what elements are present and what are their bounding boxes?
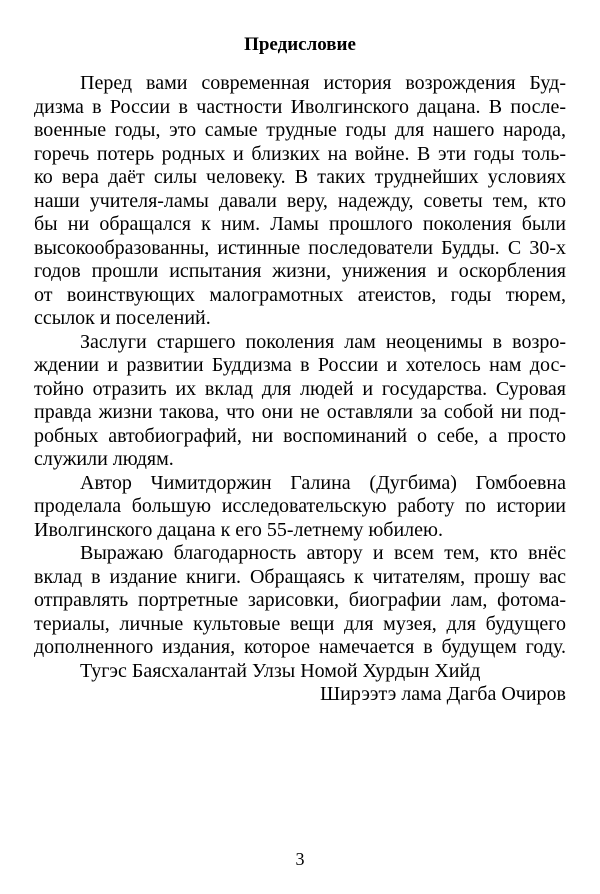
text-line: вклад в издание книги. Обращаясь к читателям, прошу вас xyxy=(34,566,566,588)
text-line: тойно отразить их вклад для людей и государства. Суровая xyxy=(34,378,566,400)
text-line: териалы, личные культовые вещи для музея, для будущего xyxy=(34,613,566,635)
text-line: ждении и развитии Буддизма в России и хотелось нам дос- xyxy=(34,354,566,376)
text-line: военные годы, это самые трудные годы для нашего народа, xyxy=(34,119,566,141)
page-title: Предисловие xyxy=(244,34,356,55)
signature-line: Ширээтэ лама Дагба Очиров xyxy=(319,683,566,705)
text-line: горечь потерь родных и близких на войне. В эти годы толь- xyxy=(34,143,566,165)
text-line: ко вера даёт силы человеку. В таких труднейших условиях xyxy=(34,166,566,188)
text-line: годов прошли испытания жизни, унижения и оскорбления xyxy=(34,260,566,282)
text-line: Перед вами современная история возрождения Буд- xyxy=(80,72,566,94)
text-line: бы ни обращался к ним. Ламы прошлого поколения были xyxy=(34,213,566,235)
text-line: робных автобиографий, ни воспоминаний о себе, а просто xyxy=(34,425,566,447)
text-line: Заслуги старшего поколения лам неоценимы в возро- xyxy=(80,331,566,353)
text-line: проделала большую исследовательскую работу по истории xyxy=(34,495,566,517)
text-line: от воинствующих малограмотных атеистов, годы тюрем, xyxy=(34,284,566,306)
text-line: дизма в России в частности Иволгинского дацана. В после- xyxy=(34,96,566,118)
text-line: Автор Чимитдоржин Галина (Дугбима) Гомбоевна xyxy=(80,472,566,494)
text-line: Выражаю благодарность автору и всем тем, кто внёс xyxy=(80,542,566,564)
text-line: ссылок и поселений. xyxy=(34,307,211,329)
page-number: 3 xyxy=(295,849,305,869)
text-line: правда жизни такова, что они не оставляли за собой ни под- xyxy=(34,401,566,423)
text-line: Тугэс Баясхалантай Улзы Номой Хурдын Хийд xyxy=(80,660,481,682)
text-line: служили людям. xyxy=(34,448,174,470)
text-line: высокообразованны, истинные последователи Будды. С 30-х xyxy=(34,237,566,259)
text-line: отправлять портретные зарисовки, биографии лам, фотома- xyxy=(34,589,566,611)
text-line: дополненного издания, которое намечается в будущем году. xyxy=(34,636,566,658)
text-line: наши учителя-ламы давали веру, надежду, советы тем, кто xyxy=(34,190,566,212)
text-line: Иволгинского дацана к его 55-летнему юбилею. xyxy=(34,519,443,541)
